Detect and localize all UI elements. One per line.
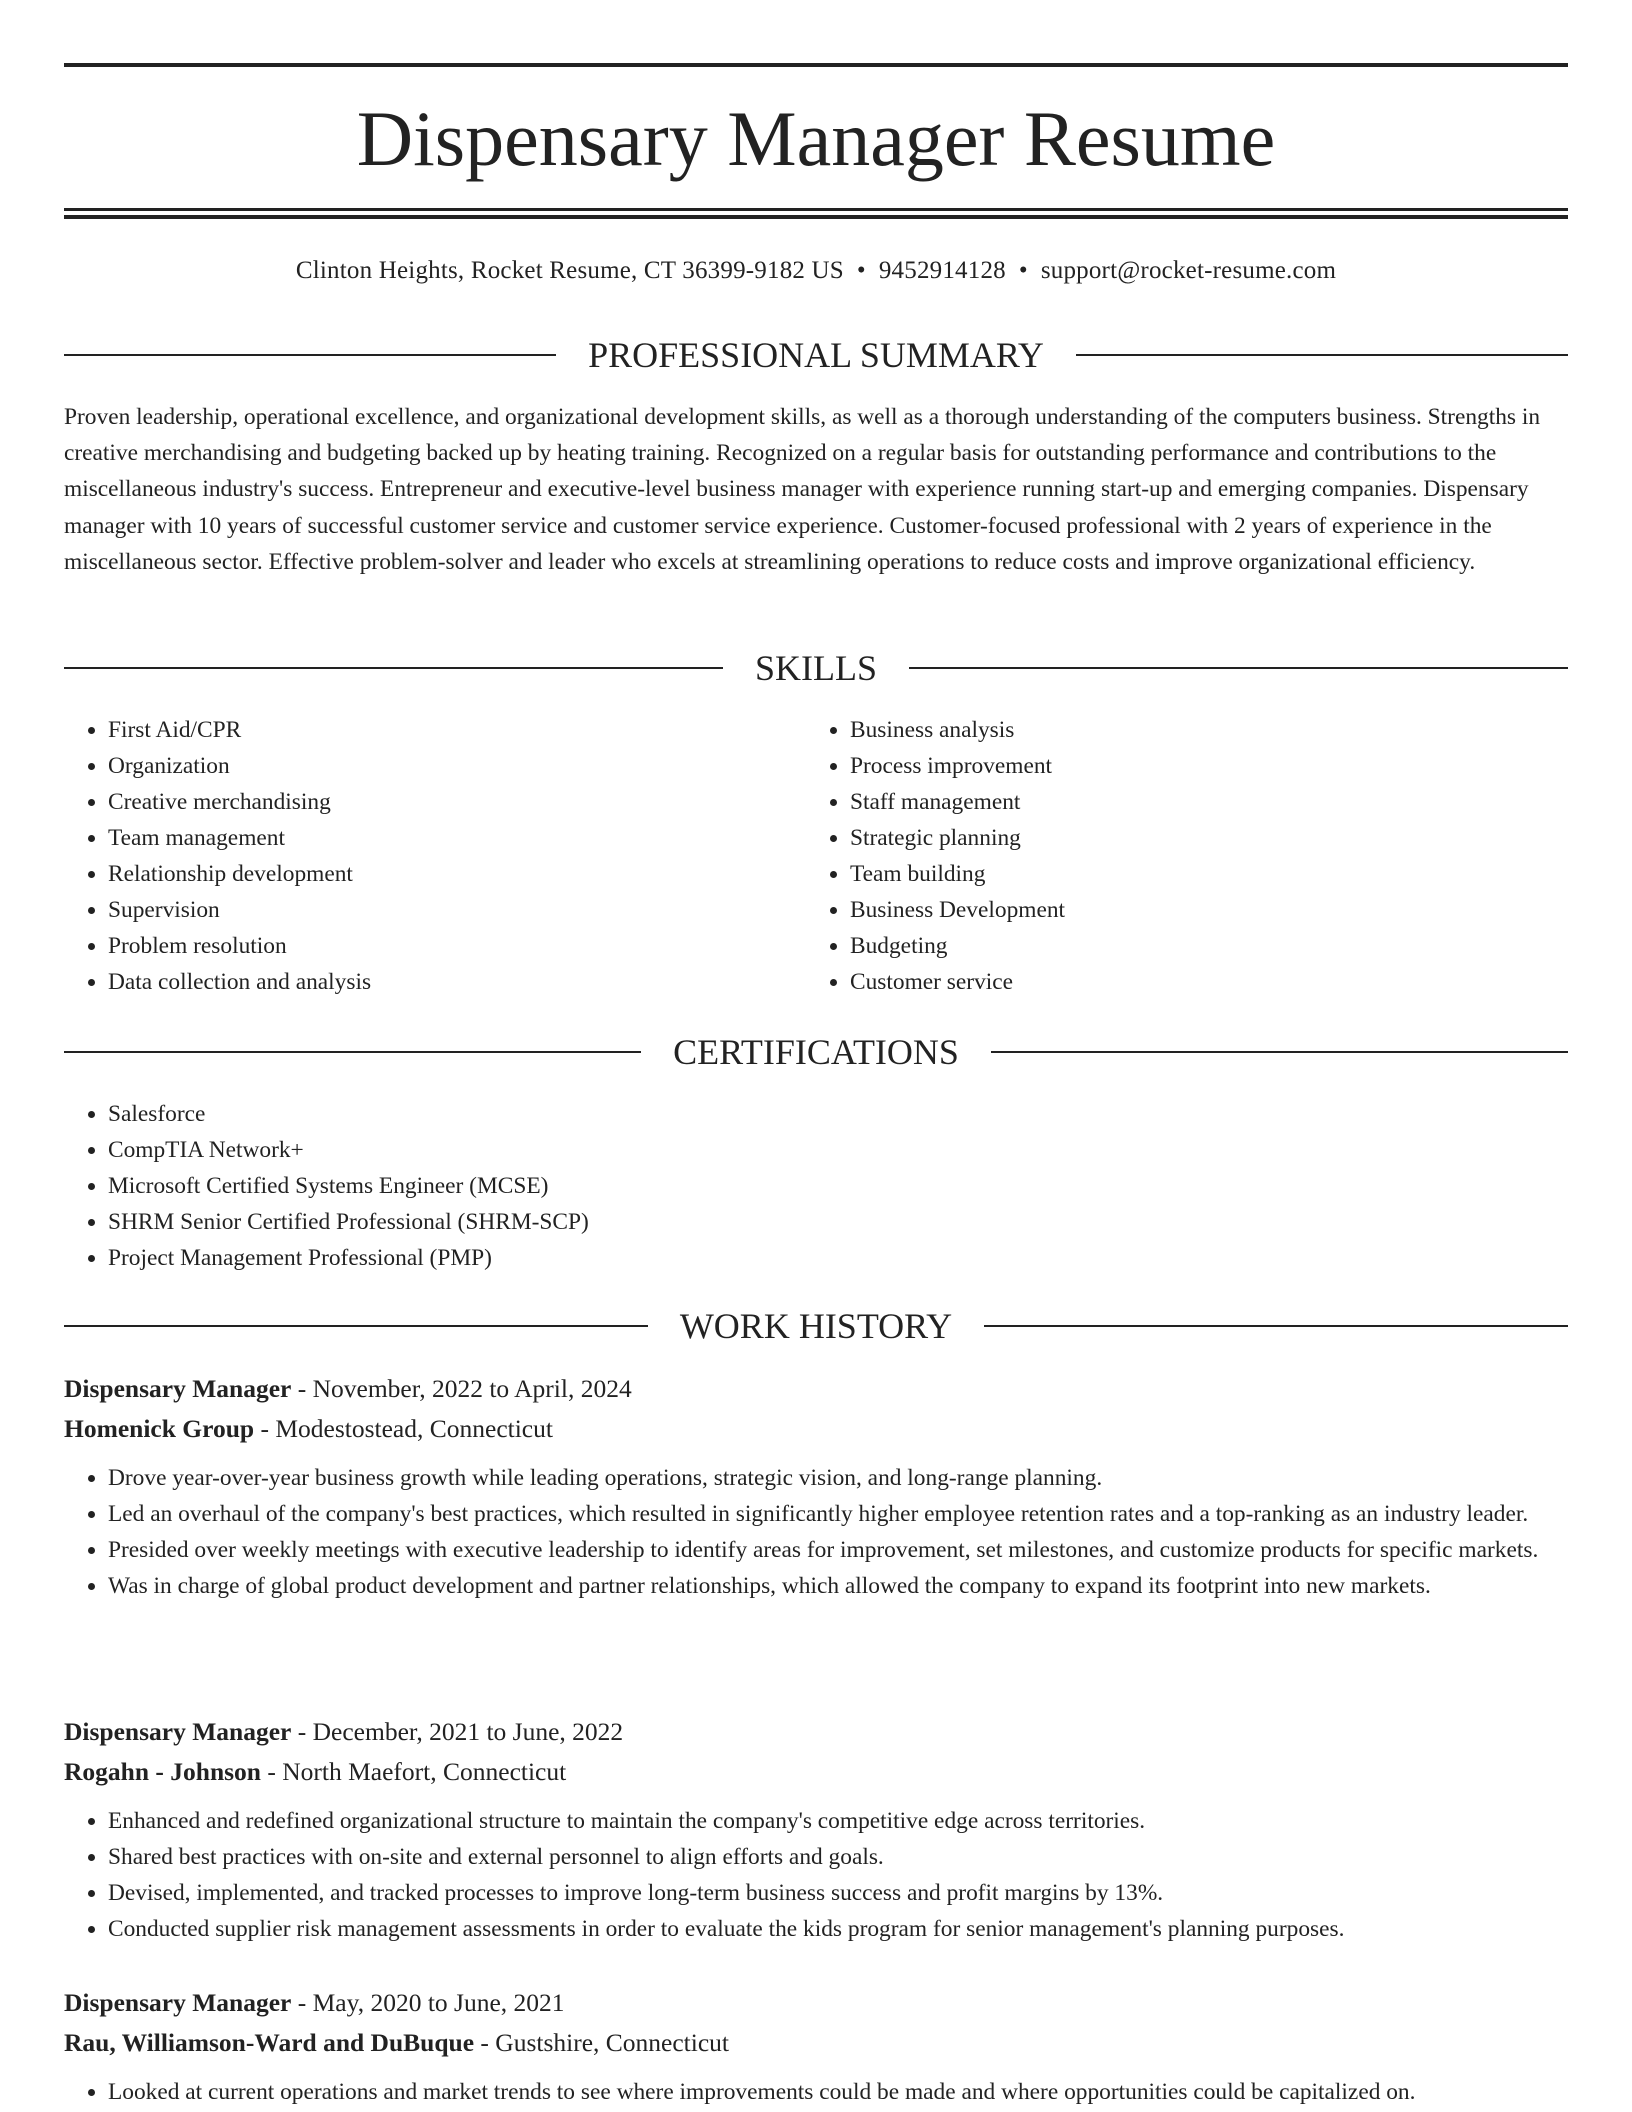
skills-list-left [64, 712, 804, 1000]
certifications-heading: CERTIFICATIONS [673, 1032, 959, 1072]
job-bullets [64, 1460, 1568, 1604]
contact-separator: • [1018, 257, 1028, 284]
job-bullet: • Enhanced and redefined organizational structure to maintain the company's competitive edge across territories. [108, 1803, 1568, 1839]
skill-item: • Budgeting [850, 928, 1546, 964]
job-location: Modestostead, Connecticut [275, 1414, 553, 1443]
job-dash: - [474, 2028, 496, 2057]
job-dash: - [291, 1717, 313, 1746]
job-title: Dispensary Manager [64, 1988, 292, 2017]
job-company-line [64, 1753, 1568, 1791]
job-title: Dispensary Manager [64, 1374, 292, 1403]
job-dash: - [291, 1374, 313, 1403]
job-entry [64, 1370, 1568, 1604]
job-company: Homenick Group [64, 1414, 255, 1443]
heading-rule-left [64, 667, 723, 669]
skill-item: • Customer service [850, 964, 1546, 1000]
job-location: Gustshire, Connecticut [495, 2028, 729, 2057]
skill-item: • Relationship development [108, 856, 804, 892]
certifications-section-heading [64, 1030, 1568, 1074]
certification-item: • SHRM Senior Certified Professional (SHRM-SCP) [108, 1204, 1568, 1240]
certification-item: • CompTIA Network+ [108, 1132, 1568, 1168]
certification-item: • Microsoft Certified Systems Engineer (MCSE) [108, 1168, 1568, 1204]
certifications-block [64, 1096, 1568, 1276]
summary-section-heading [64, 333, 1568, 377]
job-bullet: • Led an overhaul of the company's best practices, which resulted in significantly higher employee retention rates and a top-ranking as an industry leader. [108, 1496, 1568, 1532]
heading-rule-left [64, 1325, 648, 1327]
job-location: North Maefort, Connecticut [282, 1757, 567, 1786]
work-history-section-heading [64, 1304, 1568, 1348]
job-title-line [64, 1984, 1568, 2022]
skill-item: • Organization [108, 748, 804, 784]
job-entry [64, 1713, 1568, 1947]
skill-item: • Staff management [850, 784, 1546, 820]
resume-title: Dispensary Manager Resume [356, 95, 1276, 182]
certification-item: • Salesforce [108, 1096, 1568, 1132]
skills-column-right [806, 712, 1546, 1000]
job-bullet: • Drove year-over-year business growth while leading operations, strategic vision, and long-range planning. [108, 1460, 1568, 1496]
skill-item: • Strategic planning [850, 820, 1546, 856]
job-title-line [64, 1713, 1568, 1751]
heading-rule-right [984, 1325, 1568, 1327]
heading-rule-right [909, 667, 1568, 669]
job-bullet: • Devised, implemented, and tracked processes to improve long-term business success and profit margins by 13%. [108, 1875, 1568, 1911]
contact-phone: 9452914128 [878, 257, 1006, 284]
job-company-line [64, 1410, 1568, 1448]
job-dash: - [261, 1757, 283, 1786]
job-title: Dispensary Manager [64, 1717, 292, 1746]
job-dash: - [291, 1988, 313, 2017]
summary-heading: PROFESSIONAL SUMMARY [588, 335, 1044, 375]
contact-email: support@rocket-resume.com [1040, 257, 1337, 284]
heading-rule-left [64, 1051, 641, 1053]
skills-section-heading [64, 646, 1568, 690]
certifications-list [64, 1096, 1568, 1276]
skills-list-right [806, 712, 1546, 1000]
job-bullet: • Shared best practices with on-site and external personnel to align efforts and goals. [108, 1839, 1568, 1875]
skill-item: • Process improvement [850, 748, 1546, 784]
job-title-line [64, 1370, 1568, 1408]
contact-address: Clinton Heights, Rocket Resume, CT 36399-9182 US [295, 257, 844, 284]
heading-rule-left [64, 354, 556, 356]
header-double-rule-lower [64, 215, 1568, 219]
skill-item: • Creative merchandising [108, 784, 804, 820]
contact-separator: • [856, 257, 866, 284]
header-double-rule-upper [64, 208, 1568, 211]
job-bullet: • Presided over weekly meetings with executive leadership to identify areas for improvement, set milestones, and customize products for specific markets. [108, 1532, 1568, 1568]
skill-item: • Supervision [108, 892, 804, 928]
header-top-rule [64, 63, 1568, 67]
job-company: Rau, Williamson-Ward and DuBuque [64, 2028, 475, 2057]
skill-item: • Team management [108, 820, 804, 856]
skill-item: • Team building [850, 856, 1546, 892]
job-company: Rogahn - Johnson [64, 1757, 261, 1786]
skills-column-left [64, 712, 804, 1000]
job-bullets [64, 2074, 1568, 2110]
contact-line [64, 254, 1568, 288]
skill-item: • First Aid/CPR [108, 712, 804, 748]
job-dates: November, 2022 to April, 2024 [312, 1374, 632, 1403]
job-dates: May, 2020 to June, 2021 [312, 1988, 565, 2017]
skill-item: • Problem resolution [108, 928, 804, 964]
job-bullet: • Was in charge of global product development and partner relationships, which allowed the company to expand its footprint into new markets. [108, 1568, 1568, 1604]
job-dates: December, 2021 to June, 2022 [312, 1717, 624, 1746]
skill-item: • Business Development [850, 892, 1546, 928]
work-history-heading: WORK HISTORY [679, 1306, 953, 1346]
heading-rule-right [1076, 354, 1568, 356]
summary-text: Proven leadership, operational excellence, and organizational development skills, as well as a thorough understanding of the computers business. Strengths in creative merchandising and budgeting backed up by heating training. Recognized on a regular basis for outstanding performance and contributions to the miscellaneous industry's success. Entrepreneur and executive-level business manager with experience running start-up and emerging companies. Dispensary manager with 10 years of successful customer service and customer service experience. Customer-focused professional with 2 years of experience in the miscellaneous sector. Effective problem-solver and leader who excels at streamlining operations to reduce costs and improve organizational efficiency. [64, 404, 1541, 575]
job-bullet: • Looked at current operations and market trends to see where improvements could be made and where opportunities could be capitalized on. [108, 2074, 1568, 2110]
heading-rule-right [991, 1051, 1568, 1053]
job-company-line [64, 2024, 1568, 2062]
job-bullets [64, 1803, 1568, 1947]
job-entry [64, 1984, 1568, 2110]
skill-item: • Data collection and analysis [108, 964, 804, 1000]
skill-item: • Business analysis [850, 712, 1546, 748]
certification-item: • Project Management Professional (PMP) [108, 1240, 1568, 1276]
skills-heading: SKILLS [755, 648, 878, 688]
job-dash: - [254, 1414, 276, 1443]
job-bullet: • Conducted supplier risk management assessments in order to evaluate the kids program for senior management's planning purposes. [108, 1911, 1568, 1947]
